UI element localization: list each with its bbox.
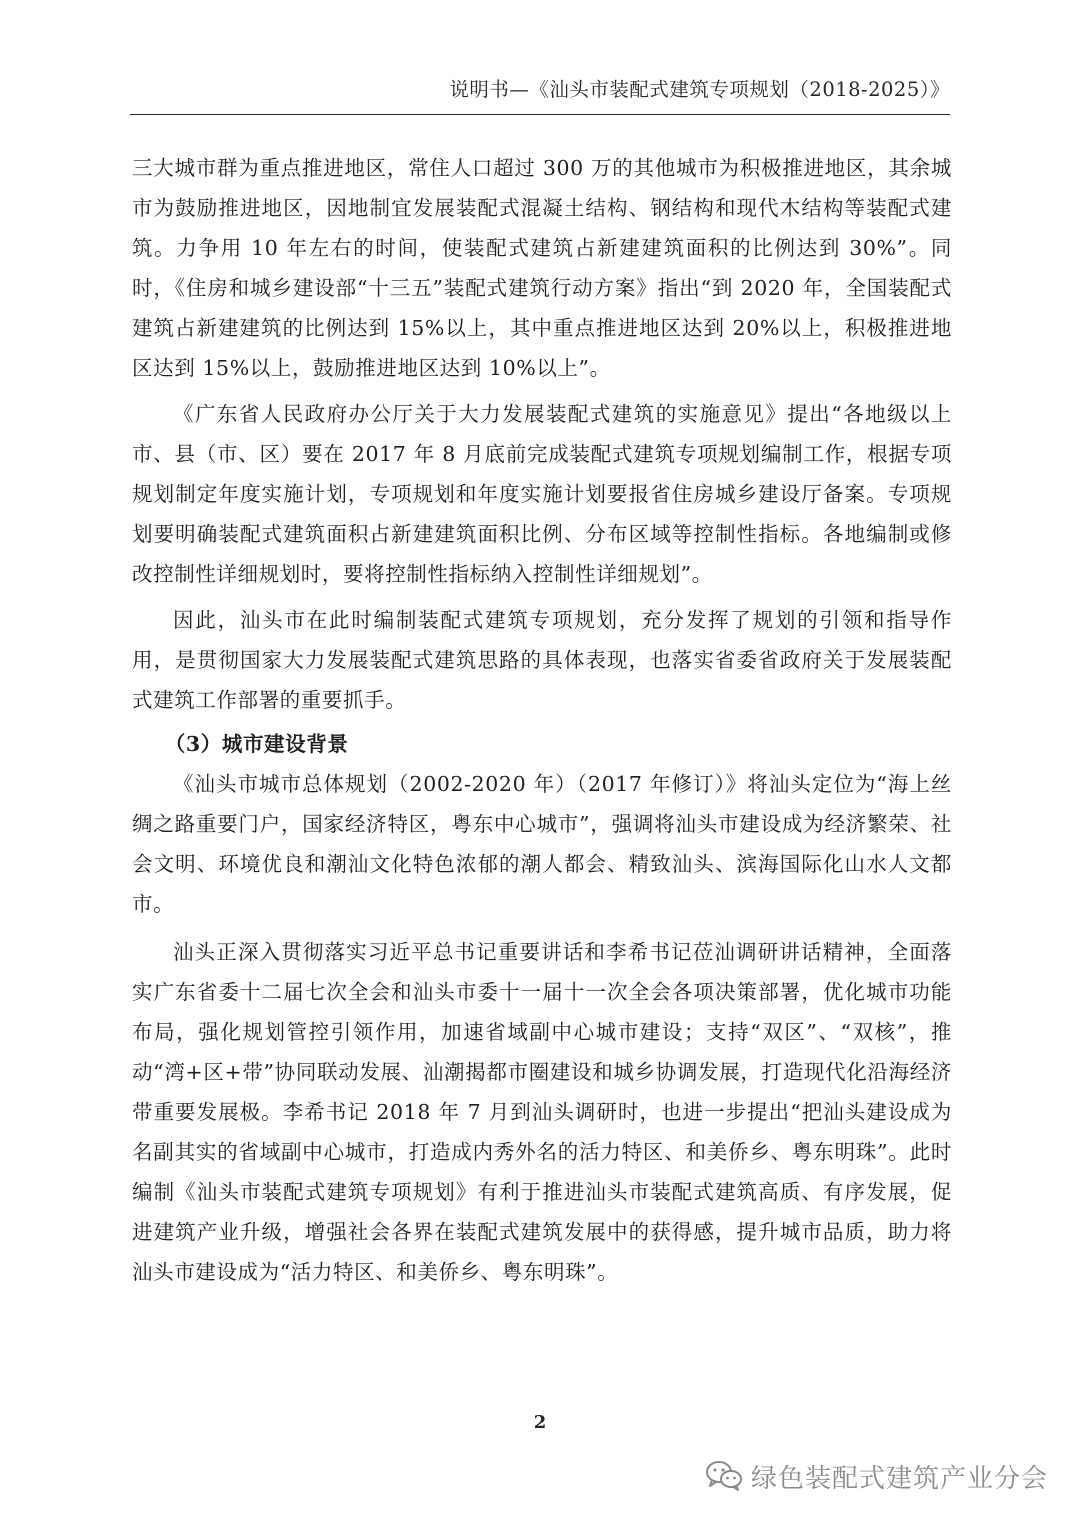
paragraph-continuation: 三大城市群为重点推进地区，常住人口超过 300 万的其他城市为积极推进地区，其余城市为鼓励推进地区，因地制宜发展装配式混凝土结构、钢结构和现代木结构等装配式建筑。力争用 10 年左右的时间，使装配式建筑占新建建筑面积的比例达到 30%”。同时，《住房和城乡建设部“十三五”装配式建筑行动方案》指出“到 2020 年，全国装配式建筑占新建建筑的比例达到 15%以上，其中重点推进地区达到 20%以上，积极推进地区达到 15%以上，鼓励推进地区达到 10%以上”。 xyxy=(132,156,952,380)
header-rule xyxy=(130,114,950,115)
page-number: 2 xyxy=(533,1412,547,1433)
document-body xyxy=(132,148,952,1300)
paragraph-conclusion: 因此，汕头市在此时编制装配式建筑专项规划，充分发挥了规划的引领和指导作用，是贯彻国家大力发展装配式建筑思路的具体表现，也落实省委省政府关于发展装配式建筑工作部署的重要抓手。 xyxy=(132,608,952,712)
running-header: 说明书—《汕头市装配式建筑专项规划（2018-2025）》 xyxy=(449,78,950,101)
watermark xyxy=(705,1458,1048,1494)
wechat-icon xyxy=(705,1460,743,1492)
section-heading: （3）城市建设背景 xyxy=(164,732,349,756)
paragraph-guangdong-opinion: 《广东省人民政府办公厅关于大力发展装配式建筑的实施意见》提出“各地级以上市、县（市、区）要在 2017 年 8 月底前完成装配式建筑专项规划编制工作，根据专项规划制定年度实施计划，专项规划和年度实施计划要报省住房城乡建设厅备案。专项规划要明确装配式建筑面积占新建建筑面积比例、分布区域等控制性指标。各地编制或修改控制性详细规划时，要将控制性指标纳入控制性详细规划”。 xyxy=(132,402,952,586)
paragraph-shantou-development: 汕头正深入贯彻落实习近平总书记重要讲话和李希书记莅汕调研讲话精神，全面落实广东省委十二届七次全会和汕头市委十一届十一次全会各项决策部署，优化城市功能布局，强化规划管控引领作用，加速省域副中心城市建设；支持“双区”、“双核”，推动“湾+区+带”协同联动发展、汕潮揭都市圈建设和城乡协调发展，打造现代化沿海经济带重要发展极。李希书记 2018 年 7 月到汕头调研时，也进一步提出“把汕头建设成为名副其实的省域副中心城市，打造成内秀外名的活力特区、和美侨乡、粤东明珠”。此时编制《汕头市装配式建筑专项规划》有利于推进汕头市装配式建筑高质、有序发展，促进建筑产业升级，增强社会各界在装配式建筑发展中的获得感，提升城市品质，助力将汕头市建设成为“活力特区、和美侨乡、粤东明珠”。 xyxy=(132,940,952,1284)
paragraph-master-plan: 《汕头市城市总体规划（2002-2020 年）（2017 年修订）》将汕头定位为“海上丝绸之路重要门户，国家经济特区，粤东中心城市”，强调将汕头市建设成为经济繁荣、社会文明、环境优良和潮汕文化特色浓郁的潮人都会、精致汕头、滨海国际化山水人文都市。 xyxy=(132,772,952,916)
watermark-text: 绿色装配式建筑产业分会 xyxy=(750,1463,1048,1494)
